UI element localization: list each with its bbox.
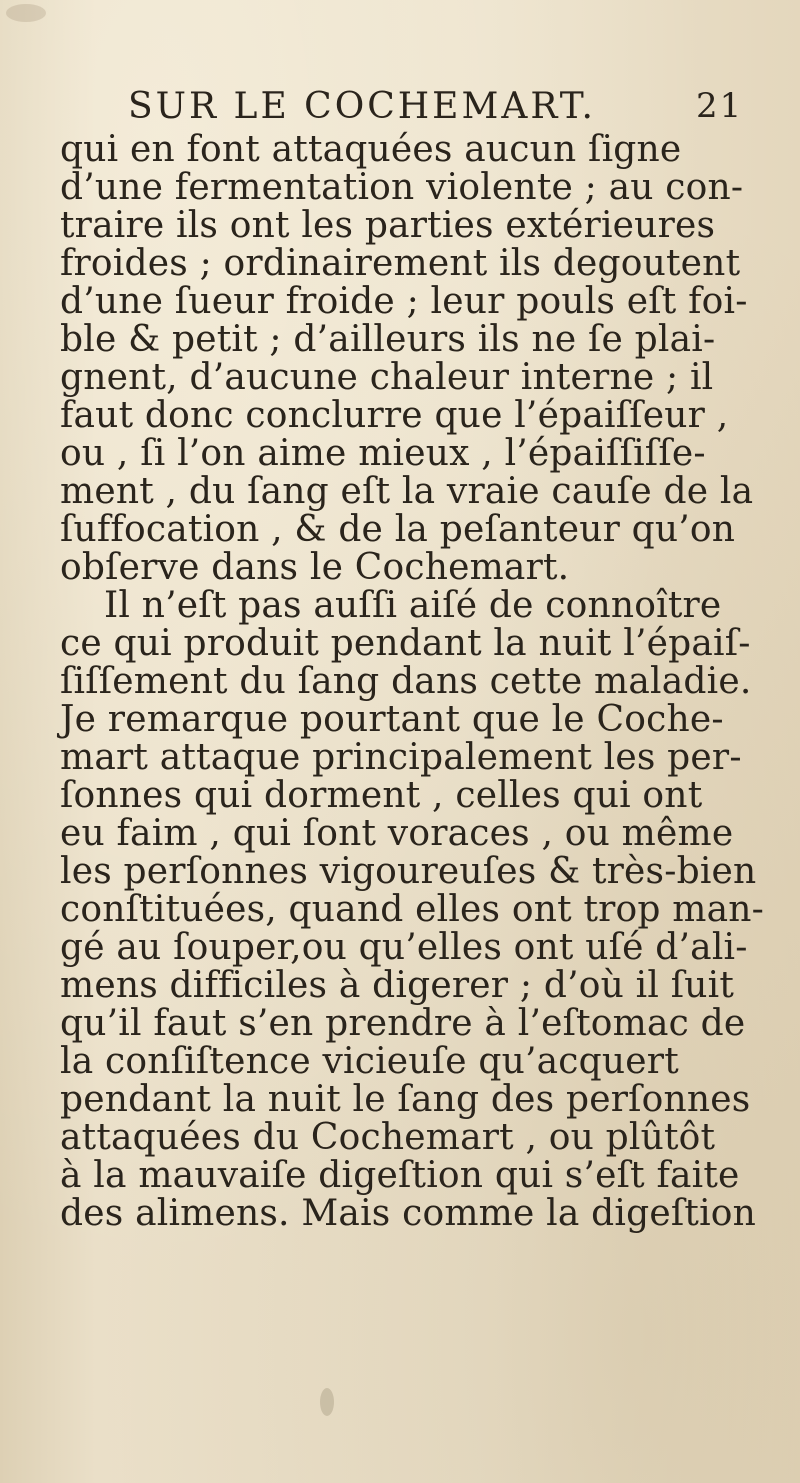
text-line: qu’il faut s’en prendre à l’eſtomac de	[60, 1003, 746, 1044]
text-line: gnent, d’aucune chaleur interne ; il	[60, 357, 714, 398]
text-line: la conſiſtence vicieuſe qu’acquert	[60, 1041, 679, 1082]
text-line: d’une ſueur froide ; leur pouls eſt foi-	[60, 281, 748, 322]
paper-stain	[6, 4, 46, 22]
text-line: mens difficiles à digerer ; d’où il ſuit	[60, 965, 734, 1006]
text-line: à la mauvaiſe digeſtion qui s’eſt faite	[60, 1155, 740, 1196]
running-title: SUR LE COCHEMART.	[128, 86, 596, 127]
text-line: mart attaque principalement les per-	[60, 737, 742, 778]
text-line: obſerve dans le Cochemart.	[60, 547, 570, 588]
text-line: ce qui produit pendant la nuit l’épaiſ-	[60, 623, 751, 664]
text-line: gé au ſouper,ou qu’elles ont uſé d’ali-	[60, 927, 748, 968]
text-line: ſuffocation , & de la peſanteur qu’on	[60, 509, 736, 550]
text-line: pendant la nuit le ſang des perſonnes	[60, 1079, 751, 1120]
text-line: eu faim , qui ſont voraces , ou même	[60, 813, 734, 854]
paper-stain	[320, 1388, 334, 1416]
text-line: des alimens. Mais comme la digeſtion	[60, 1193, 757, 1234]
text-line: ment , du ſang eſt la vraie cauſe de la	[60, 471, 754, 512]
text-line: les perſonnes vigoureuſes & très-bien	[60, 851, 757, 892]
page-number: 21	[696, 86, 744, 126]
text-line: traire ils ont les parties extérieures	[60, 205, 716, 246]
text-line: ble & petit ; d’ailleurs ils ne ſe plai-	[60, 319, 716, 360]
text-line: faut donc conclurre que l’épaiſſeur ,	[60, 395, 729, 436]
text-line: conſtituées, quand elles ont trop man-	[60, 889, 765, 930]
text-line: froides ; ordinairement ils degoutent	[60, 243, 741, 284]
text-line: ſonnes qui dorment , celles qui ont	[60, 775, 703, 816]
text-line: Je remarque pourtant que le Coche-	[60, 699, 724, 740]
text-line: ſiſſement du ſang dans cette maladie.	[60, 661, 752, 702]
text-line: qui en font attaquées aucun ſigne	[60, 129, 682, 170]
text-line: d’une fermentation violente ; au con-	[60, 167, 744, 208]
text-line: ou , ſi l’on aime mieux , l’épaiſſiſſe-	[60, 433, 706, 474]
text-line: attaquées du Cochemart , ou plûtôt	[60, 1117, 716, 1158]
text-line: Il n’eſt pas auſſi aiſé de connoître	[104, 585, 722, 626]
